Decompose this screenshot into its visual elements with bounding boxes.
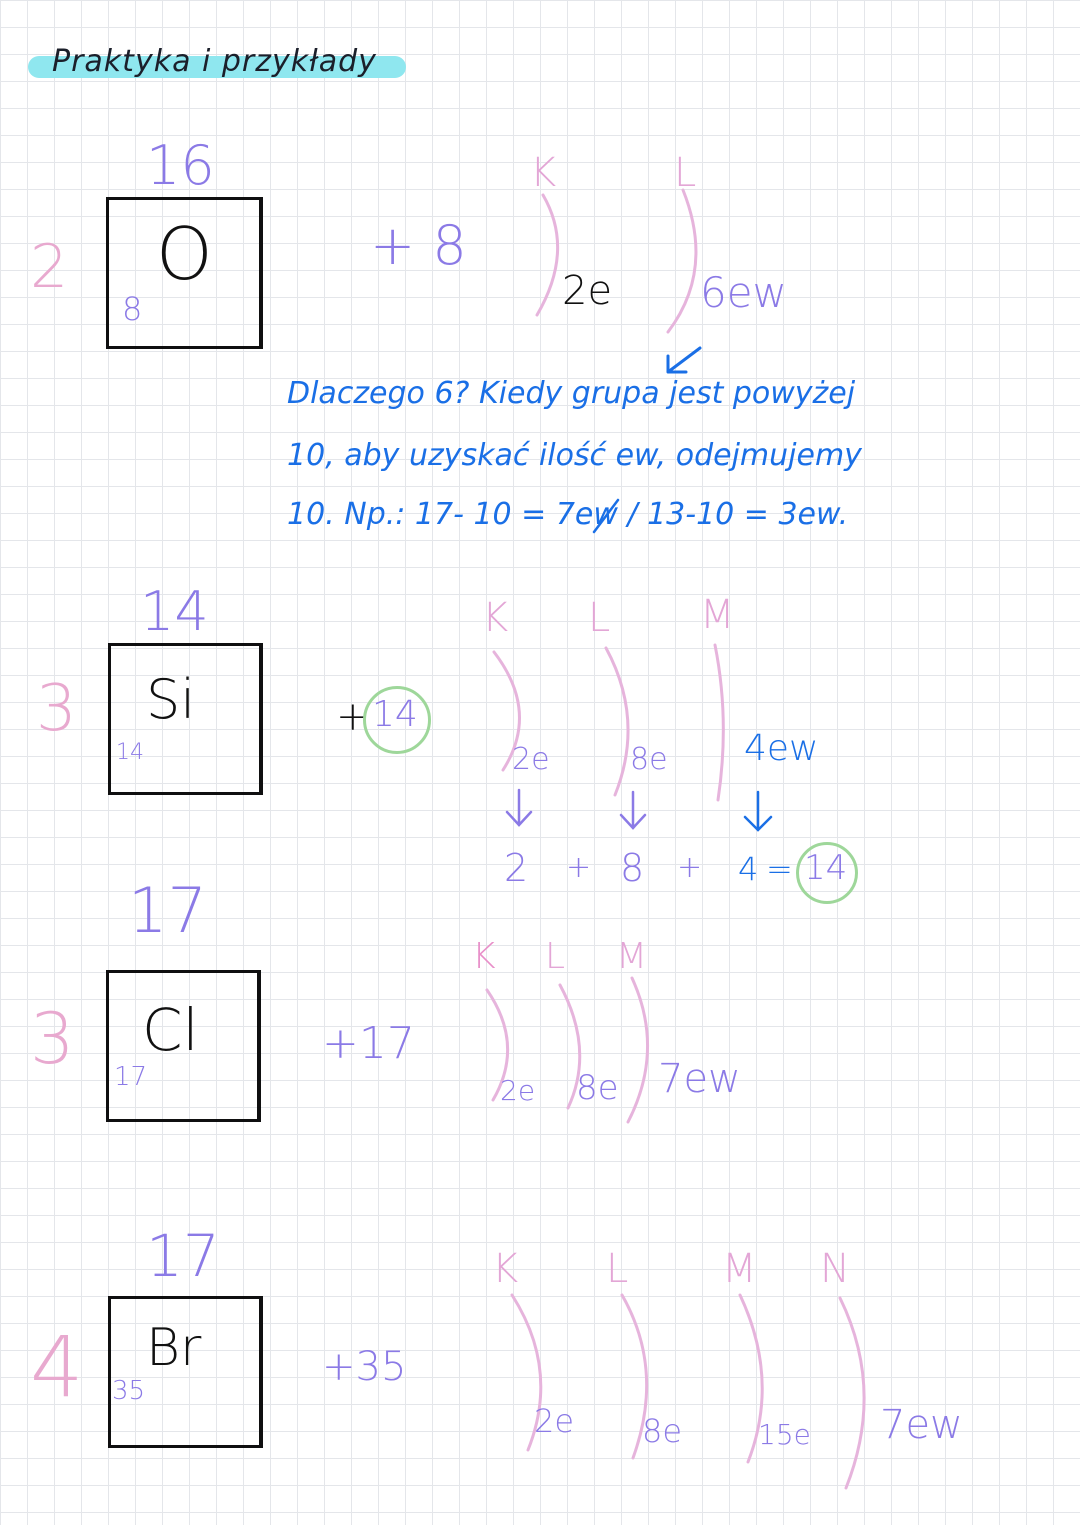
sum-operator: =: [766, 850, 793, 888]
element-symbol: Si: [146, 668, 196, 731]
shell-label-l: L: [674, 150, 697, 196]
period-number: 3: [36, 672, 77, 746]
atomic-number: 35: [112, 1376, 146, 1406]
shell-label-n: N: [820, 1246, 850, 1292]
element-symbol: Br: [146, 1318, 202, 1378]
shell-label-k: K: [492, 1246, 519, 1292]
shell-count-valence: 7ew: [658, 1056, 741, 1102]
shell-count: 2e: [500, 1074, 536, 1107]
shell-arc-o-k: [537, 195, 558, 315]
atomic-number: 8: [122, 290, 143, 328]
arrow-down-2: [621, 792, 645, 828]
shell-label-m: M: [616, 936, 648, 977]
arrow-down-3: [745, 792, 771, 830]
shell-count: 8e: [630, 742, 668, 777]
sum-term: 2: [504, 846, 529, 890]
atomic-number: 17: [114, 1062, 148, 1092]
period-number: 3: [30, 998, 75, 1080]
shell-arc-o-l: [668, 190, 696, 332]
shell-label-m: M: [700, 592, 735, 638]
shell-label-l: L: [545, 936, 566, 977]
sum-operator: +: [677, 850, 703, 885]
arrow-down-1: [507, 790, 531, 825]
shell-label-m: M: [722, 1246, 757, 1292]
title-text: Praktyka i przykłady: [52, 44, 377, 79]
sum-term: 4: [738, 850, 759, 888]
shell-label-l: L: [588, 595, 611, 641]
shell-arc-br-n: [840, 1298, 864, 1488]
period-number: 4: [30, 1318, 84, 1416]
nuclear-charge: + 8: [370, 214, 467, 277]
element-symbol: O: [156, 212, 213, 296]
shell-label-k: K: [530, 150, 557, 196]
shell-count: 2e: [534, 1402, 575, 1440]
nuclear-charge-value: 14: [372, 694, 418, 735]
nuclear-charge-sign: +: [336, 694, 370, 740]
shell-count: 8e: [576, 1068, 619, 1108]
shell-count-valence: 4ew: [744, 728, 819, 769]
sum-operator: +: [566, 850, 592, 885]
atomic-number: 14: [116, 740, 144, 765]
note-line-2: 10, aby uzyskać ilość ew, odejmujemy: [287, 438, 862, 473]
mass-number: 16: [146, 134, 215, 197]
shell-count-valence: 7ew: [880, 1402, 963, 1448]
shell-arc-si-m: [715, 645, 723, 800]
note-line-3: 10. Np.: 17- 10 = 7ew / 13-10 = 3ew.: [287, 497, 849, 532]
shell-count: 2e: [562, 268, 613, 314]
mass-number: 17: [146, 1222, 220, 1290]
shell-count: 2e: [512, 742, 550, 777]
shell-count-valence: 6ew: [700, 268, 787, 317]
element-symbol: Cl: [142, 996, 199, 1064]
nuclear-charge: +35: [322, 1344, 407, 1390]
shell-label-k: K: [482, 595, 509, 641]
period-number: 2: [30, 232, 69, 302]
nuclear-charge: +17: [322, 1018, 415, 1069]
arrow-to-note: [668, 348, 700, 372]
shell-label-k: K: [472, 936, 496, 977]
note-line-1: Dlaczego 6? Kiedy grupa jest powyżej: [287, 376, 856, 411]
mass-number: 14: [140, 580, 209, 643]
shell-count: 15e: [758, 1418, 811, 1451]
mass-number: 17: [128, 874, 207, 947]
sum-term: 8: [620, 846, 645, 890]
shell-count: 8e: [642, 1412, 683, 1450]
sum-result: 14: [804, 848, 848, 888]
shell-label-l: L: [606, 1246, 629, 1292]
shell-arc-cl-m: [628, 978, 648, 1122]
shell-arc-si-l: [606, 648, 628, 795]
